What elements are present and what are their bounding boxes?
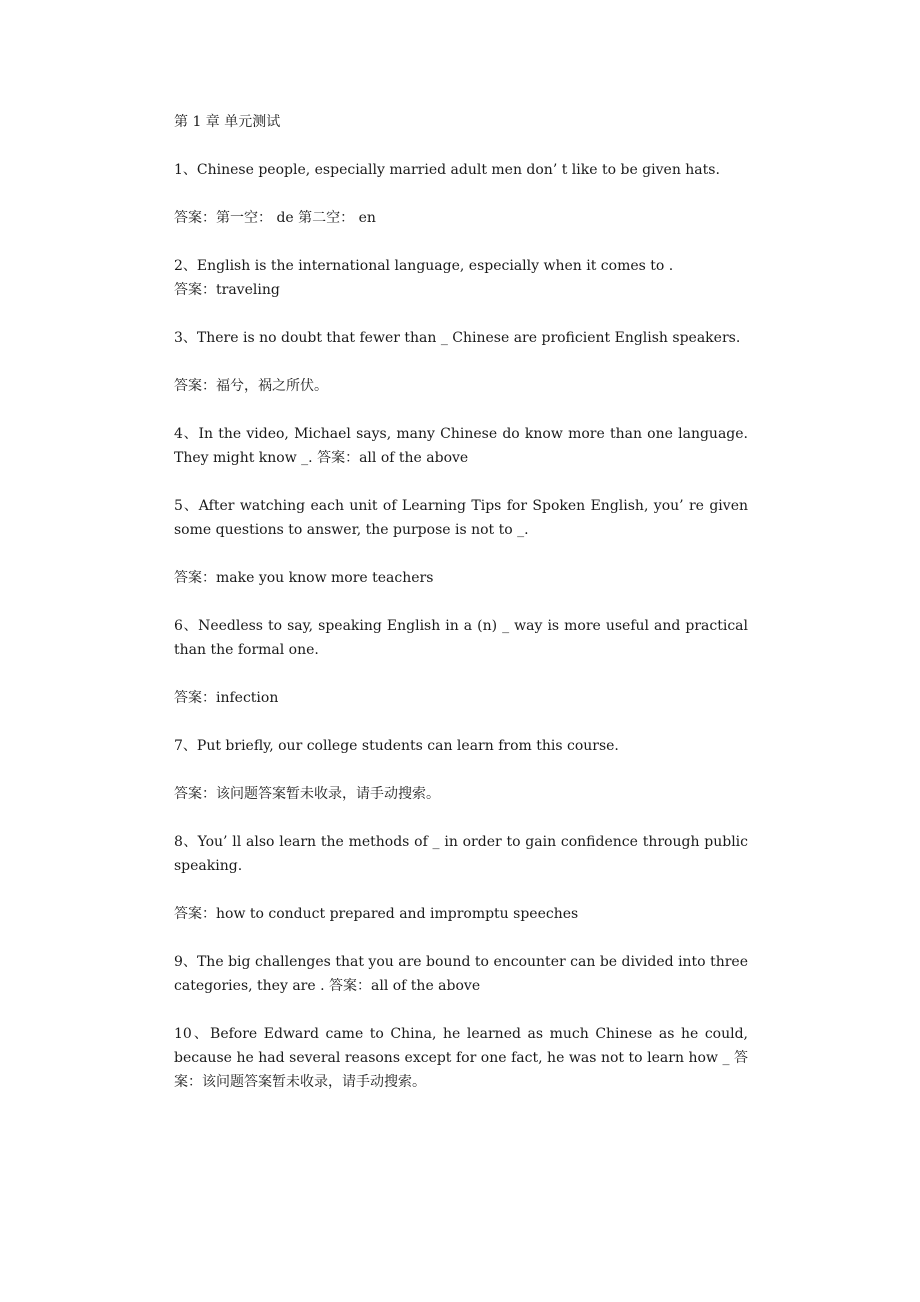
question-3: 3、There is no doubt that fewer than _ Chinese are proficient English speakers. [174, 330, 741, 346]
question-7: 7、Put briefly, our college students can learn from this course. [174, 738, 619, 754]
answer-5: 答案：make you know more teachers [174, 570, 434, 586]
question-4-with-answer: 4、In the video, Michael says, many Chinese do know more than one language. They might know _. 答案：all of the above [174, 426, 748, 466]
document-page [174, 110, 748, 1118]
chapter-title: 第 1 章 单元测试 [174, 114, 281, 130]
question-8: 8、You’ ll also learn the methods of _ in order to gain confidence through public speaking. [174, 834, 748, 874]
answer-2: 答案：traveling [174, 282, 280, 298]
question-10-with-answer: 10、Before Edward came to China, he learned as much Chinese as he could, because he had several reasons except for one fact, he was not to learn how _ 答案：该问题答案暂未收录，请手动搜索。 [174, 1026, 748, 1090]
answer-8: 答案：how to conduct prepared and impromptu speeches [174, 906, 579, 922]
question-6: 6、Needless to say, speaking English in a (n) _ way is more useful and practical than the formal one. [174, 618, 748, 658]
question-5: 5、After watching each unit of Learning Tips for Spoken English, you’ re given some questions to answer, the purpose is not to _. [174, 498, 748, 538]
answer-1: 答案：第一空： de 第二空： en [174, 210, 376, 226]
answer-3: 答案：福兮，祸之所伏。 [174, 378, 328, 394]
question-1: 1、Chinese people, especially married adult men don’ t like to be given hats. [174, 162, 720, 178]
answer-6: 答案：infection [174, 690, 279, 706]
question-9-with-answer: 9、The big challenges that you are bound to encounter can be divided into three categories, they are . 答案：all of the above [174, 954, 748, 994]
answer-7: 答案：该问题答案暂未收录，请手动搜索。 [174, 786, 440, 802]
question-2: 2、English is the international language, especially when it comes to . [174, 258, 674, 274]
